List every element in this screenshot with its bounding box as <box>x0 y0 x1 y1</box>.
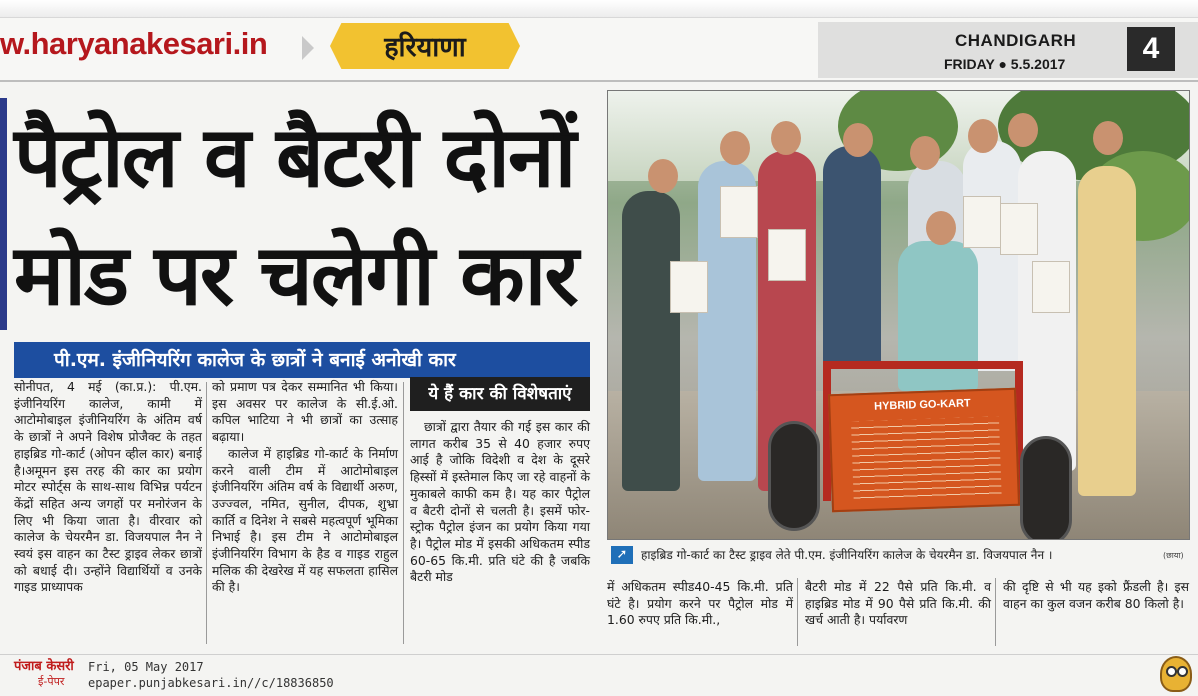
column-rule <box>206 382 207 644</box>
person-head <box>910 136 940 170</box>
photo-credit: (छाया) <box>1163 551 1184 560</box>
footer-link[interactable]: epaper.punjabkesari.in//c/18836850 <box>88 676 334 690</box>
section-label: हरियाणा <box>384 32 466 63</box>
person-head <box>771 121 801 155</box>
certificate <box>1000 203 1038 255</box>
owl-mascot-icon <box>1160 656 1192 692</box>
column-rule <box>797 578 798 646</box>
person-head <box>1093 121 1123 155</box>
divider <box>0 80 1198 82</box>
footer-date: Fri, 05 May 2017 <box>88 660 204 674</box>
article-column-5 <box>805 579 991 629</box>
owl-eye <box>1166 666 1177 677</box>
person-head <box>968 119 998 153</box>
column-text: को प्रमाण पत्र देकर सम्मानित भी किया। इस अवसर पर कालेज के सी.ई.ओ. कपिल भाटिया ने भी छात्रों का उत्साह बढ़ाया। <box>212 379 398 445</box>
article-column-1 <box>14 379 202 596</box>
certificate <box>1032 261 1070 313</box>
person-head <box>648 159 678 193</box>
brand-logo: पंजाब केसरी <box>14 659 74 674</box>
person-head <box>1008 113 1038 147</box>
person-figure <box>1078 166 1136 496</box>
article-column-6 <box>1003 579 1189 612</box>
site-url[interactable]: w.haryanakesari.in <box>0 26 268 61</box>
certificate <box>963 196 1001 248</box>
column-text: बैटरी मोड में 22 पैसे प्रति कि.मी. व हाइब्रिड मोड में 90 पैसे प्रति कि.मी. की खर्च आती है। पर्यावरण <box>805 579 991 628</box>
caption-arrow-icon: ➚ <box>611 546 633 564</box>
city-label: CHANDIGARH <box>955 31 1077 50</box>
features-heading: ये हैं कार की विशेषताएं <box>410 377 590 411</box>
owl-eye <box>1177 666 1188 677</box>
person-head <box>720 131 750 165</box>
certificate <box>670 261 708 313</box>
column-text: कालेज में हाइब्रिड गो-कार्ट के निर्माण करने वाली टीम में आटोमोबाइल इंजीनियरिंग अंतिम वर्ष के विद्यार्थी अरुण, उज्ज्वल, नमित, सुनील, दीपक, शुभ्रा कार्ति व दिनेश ने सबसे महत्वपूर्ण भूमिका निभाई है। इस टीम ने आटोमोबाइल इंजीनियरिंग विभाग के हैड व गाइड राहुल मलिक की देखरेख में यह सफलता हासिल की है। <box>212 445 398 595</box>
subheadline: पी.एम. इंजीनियरिंग कालेज के छात्रों ने बनाई अनोखी कार <box>14 342 590 378</box>
column-text: छात्रों द्वारा तैयार की गई इस कार की लागत करीब 35 से 40 हजार रुपए आई है जोकि विदेशी व देश के दूसरे हिस्सों में इस्तेमाल किए जा रहे वाहनों के मुकाबले काफी कम है। यह कार पैट्रोल व बैटरी दोनों से चलती है। इसमें फोर-स्ट्रोक पैट्रोल इंजन का प्रयोग किया गया है। पैट्रोल मोड में इसकी अधिकतम स्पीड 60-65 कि.मी. प्रति घंटे की है जबकि बैटरी मोड <box>410 419 590 585</box>
photo-caption: हाइब्रिड गो-कार्ट का टैस्ट ड्राइव लेते पी.एम. इंजीनियरिंग कालेज के चेयरमैन डा. विजयपाल नैन । <box>641 548 1053 562</box>
column-text: की दृष्टि से भी यह इको फ्रैंडली है। इस वाहन का कुल वजन करीब 80 किलो है। <box>1003 579 1189 611</box>
column-rule <box>403 382 404 644</box>
page-number: 4 <box>1127 27 1175 71</box>
news-photo <box>607 90 1190 540</box>
headline-line1: पैट्रोल व बैटरी दोनों <box>14 108 575 206</box>
kart-panel-text <box>851 416 1002 503</box>
top-strip <box>0 0 1198 18</box>
column-text: सोनीपत, 4 मई (का.प्र.): पी.एम. इंजीनियरिंग कालेज, कामी में आटोमोबाइल इंजीनियरिंग के अंतिम वर्ष के छात्रों ने अपने विशेष प्रोजैक्ट के तहत हाइब्रिड गो-कार्ट (ओपन व्हील कार) बनाई है।अमूमन इस तरह की कार का प्रयोग मोटर स्पोर्ट्स के साथ-साथ विभिन्न पर्यटन केंद्रों सहित अन्य जगहों पर मनोरंजन के लिए भी किया जाता है। वीरवार को कालेज के चेयरमैन डा. विजयपाल नैन ने स्वयं इस वाहन का टैस्ट ड्राइव लेकर छात्रों को बधाई दी। उन्होंने विद्यार्थियों व उनके गाइड प्राध्यापक <box>14 379 202 595</box>
dateline: FRIDAY ● 5.5.2017 <box>944 56 1066 72</box>
column-text: में अधिकतम स्पीड40-45 कि.मी. प्रति घंटे है। प्रयोग करने पर पैट्रोल मोड में 1.60 रुपए प्रति कि.मी., <box>607 579 793 628</box>
headline-line2: मोड पर चलेगी कार <box>14 226 577 324</box>
article-column-4 <box>607 579 793 629</box>
person-figure <box>823 146 881 366</box>
certificate <box>720 186 758 238</box>
arrow-right-icon <box>302 36 314 60</box>
brand-subtitle: ई-पेपर <box>38 675 65 688</box>
article-column-2 <box>212 379 398 596</box>
kart-wheel <box>1020 436 1072 540</box>
certificate <box>768 229 806 281</box>
person-head <box>926 211 956 245</box>
person-head <box>843 123 873 157</box>
kart-front-panel <box>828 388 1020 512</box>
accent-bar <box>0 98 7 330</box>
kart-frame <box>823 361 1023 369</box>
article-column-3 <box>410 419 590 586</box>
footer-divider <box>0 654 1198 655</box>
kart-label: HYBRID GO-KART <box>873 397 971 413</box>
column-rule <box>995 578 996 646</box>
person-figure <box>622 191 680 491</box>
kart-wheel <box>768 421 820 531</box>
